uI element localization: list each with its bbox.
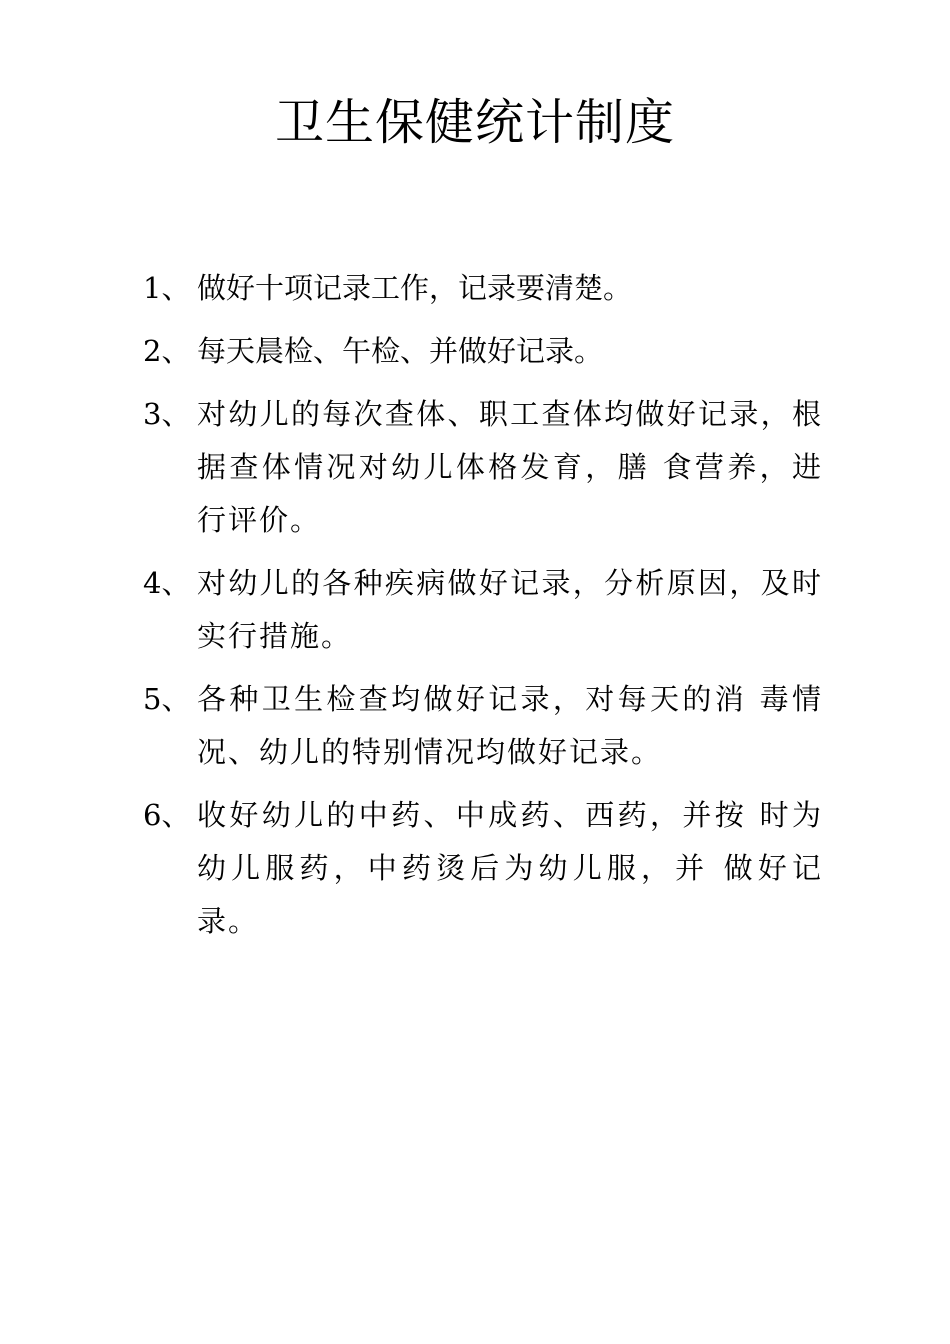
rule-item-6 [143, 789, 823, 948]
rule-item-5 [143, 673, 823, 779]
rule-item-4 [143, 557, 823, 663]
rule-item-1 [143, 262, 823, 315]
document-title: 卫生保健统计制度 [274, 94, 675, 151]
rule-text: 对幼儿的各种疾病做好记录，分析原因，及时实行措施。 [197, 566, 823, 653]
rule-number: 6、 [143, 798, 191, 832]
rule-text: 对幼儿的每次查体、职工查体均做好记录，根据查体情况对幼儿体格发育，膳 食营养，进行评价。 [197, 397, 823, 537]
rule-item-3 [143, 388, 823, 547]
rule-text: 收好幼儿的中药、中成药、西药，并按 时为幼儿服药，中药烫后为幼儿服，并 做好记录。 [197, 798, 823, 938]
rule-text: 每天晨检、午检、并做好记录。 [197, 334, 604, 368]
rule-item-2 [143, 325, 823, 378]
rule-number: 1、 [143, 271, 191, 305]
rule-number: 4、 [143, 566, 191, 600]
rule-number: 5、 [143, 682, 191, 716]
rule-text: 各种卫生检查均做好记录，对每天的消 毒情况、幼儿的特别情况均做好记录。 [197, 682, 823, 769]
rules-list [143, 262, 823, 958]
rule-text: 做好十项记录工作，记录要清楚。 [197, 271, 633, 305]
rule-number: 3、 [143, 397, 191, 431]
rule-number: 2、 [143, 334, 191, 368]
